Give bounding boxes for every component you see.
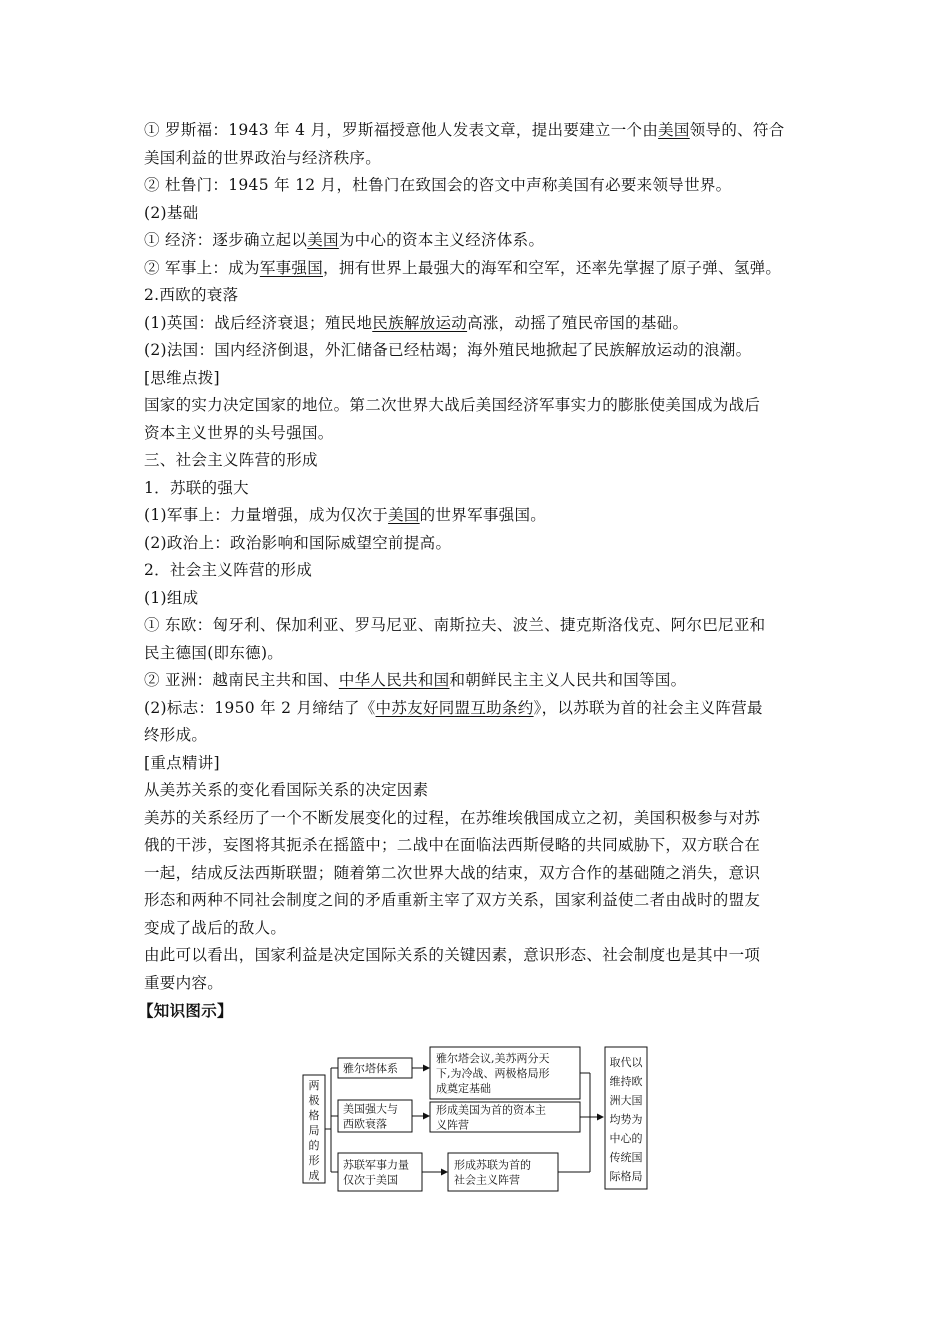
knowledge-diagram [300,1043,660,1198]
text-line [144,282,816,310]
document-body [138,117,816,1025]
diagram-root-label: 局 [308,1124,320,1137]
text-line [144,640,816,668]
text-segment: 》，以苏联为首的社会主义阵营最 [533,698,763,717]
text-segment: 高涨，动摇了殖民帝国的基础。 [467,313,689,332]
text-segment: (1)英国：战后经济衰退；殖民地 [144,313,373,332]
text-line [144,942,816,970]
diagram-result-label: 传统国 [609,1151,643,1164]
diagram-result-label: 际格局 [609,1170,643,1183]
text-segment: ② 杜鲁门：1945 年 12 月，杜鲁门在致国会的咨文中声称美国有必要来领导世界。 [144,176,732,194]
text-line [144,970,816,998]
text-line [144,612,816,640]
underlined-answer: 民族解放运动 [372,313,468,332]
diagram-cause-label: 西欧衰落 [343,1117,387,1131]
diagram-result-label: 均势为 [609,1113,643,1126]
diagram-effect-label: 义阵营 [436,1118,469,1132]
text-segment: 从美苏关系的变化看国际关系的决定因素 [144,781,429,799]
diagram-root-label: 成 [308,1169,320,1182]
diagram-effect-label: 形成苏联为首的 [454,1158,531,1172]
diagram-effect-label: 形成美国为首的资本主 [436,1103,546,1117]
text-segment: 民主德国(即东德)。 [144,643,284,662]
text-segment: 终形成。 [144,726,208,744]
text-line [144,750,816,778]
diagram-effect-label: 雅尔塔会议,美苏两分天 [436,1052,550,1065]
diagram-result-label: 中心的 [609,1132,643,1145]
diagram-result-label: 取代以 [609,1056,643,1069]
text-line [144,337,816,365]
text-line [144,200,816,228]
text-line [144,172,816,200]
text-segment: 和朝鲜民主主义人民共和国等国。 [449,671,687,689]
underlined-answer: 美国 [307,231,339,249]
text-line [144,777,816,805]
diagram-root-label: 的 [308,1139,320,1152]
text-line [144,365,816,393]
underlined-answer: 中苏友好同盟互助条约 [375,698,534,717]
text-segment: 一起，结成反法西斯联盟；随着第二次世界大战的结束，双方合作的基础随之消失，意识 [144,863,761,882]
section-heading-knowledge-diagram: 【知识图示】 [138,1001,233,1020]
text-line [144,887,816,915]
text-line [144,227,816,255]
text-segment: 重要内容。 [144,973,224,992]
text-segment: 俄的干涉，妄图将其扼杀在摇篮中；二战中在面临法西斯侵略的共同威胁下，双方联合在 [144,836,761,854]
text-segment: 的世界军事强国。 [419,506,547,524]
text-segment: ① 东欧：匈牙利、保加利亚、罗马尼亚、南斯拉夫、波兰、捷克斯洛伐克、阿尔巴尼亚和 [144,616,766,634]
text-segment: 2．社会主义阵营的形成 [144,561,313,579]
text-segment: 美苏的关系经历了一个不断发展变化的过程，在苏维埃俄国成立之初，美国积极参与对苏 [144,808,761,827]
text-segment: 为中心的资本主义经济体系。 [338,231,545,249]
diagram-cause-label: 苏联军事力量 [343,1158,409,1172]
text-line [144,585,816,613]
diagram-effect-label: 社会主义阵营 [454,1173,520,1187]
text-line [144,530,816,558]
text-segment: ② 亚洲：越南民主共和国、 [144,671,339,689]
text-segment: (2)基础 [144,203,199,222]
text-segment: 三、社会主义阵营的形成 [144,451,318,469]
text-segment: ① 经济：逐步确立起以 [144,231,308,249]
text-line [144,832,816,860]
diagram-effect-label: 下,为冷战、两极格局形 [436,1067,550,1080]
text-segment: 形态和两种不同社会制度之间的矛盾重新主宰了双方关系，国家利益使二者由战时的盟友 [144,891,761,909]
text-segment: 2.西欧的衰落 [144,286,239,304]
text-line [144,502,816,530]
diagram-effect-label: 成奠定基础 [436,1082,491,1095]
text-segment: 国家的实力决定国家的地位。第二次世界大战后美国经济军事实力的膨胀使美国成为战后 [144,396,761,414]
underlined-answer: 美国 [658,121,690,139]
diagram-result-label: 洲大国 [609,1094,643,1107]
text-line [144,722,816,750]
text-segment: (2)政治上：政治影响和国际威望空前提高。 [144,533,452,552]
diagram-cause-label: 仅次于美国 [343,1173,398,1187]
text-line [144,860,816,888]
text-line [144,557,816,585]
diagram-cause-label: 美国强大与 [343,1102,398,1116]
text-line [144,255,816,283]
text-segment: [重点精讲] [144,753,220,772]
text-line [144,117,816,145]
text-segment: 变成了战后的敌人。 [144,918,287,937]
diagram-result-label: 维持欧 [609,1075,643,1088]
text-segment: ② 军事上：成为 [144,258,260,277]
text-segment: (1)组成 [144,588,199,607]
text-segment: 1．苏联的强大 [144,478,249,497]
text-segment: (2)法国：国内经济倒退，外汇储备已经枯竭；海外殖民地掀起了民族解放运动的浪潮。 [144,341,752,359]
diagram-cause-label: 雅尔塔体系 [343,1062,398,1075]
text-segment: 由此可以看出，国家利益是决定国际关系的关键因素，意识形态、社会制度也是其中一项 [144,946,761,964]
text-line [144,915,816,943]
diagram-root-label: 两 [308,1079,320,1092]
underlined-answer: 美国 [388,506,420,524]
text-segment: 领导的、符合 [689,121,785,139]
text-line [144,392,816,420]
text-segment: (1)军事上：力量增强，成为仅次于 [144,506,389,524]
diagram-root-label: 极 [308,1094,320,1107]
text-segment: (2)标志：1950 年 2 月缔结了《 [144,698,376,717]
underlined-answer: 中华人民共和国 [338,671,450,689]
text-line [144,420,816,448]
text-line [144,805,816,833]
diagram-root-label: 格 [308,1109,320,1122]
text-segment: ① 罗斯福：1943 年 4 月，罗斯福授意他人发表文章，提出要建立一个由 [144,121,659,139]
text-line [144,447,816,475]
text-line [144,310,816,338]
text-line [144,475,816,503]
text-segment: [思维点拨] [144,368,220,387]
text-segment: ，拥有世界上最强大的海军和空军，还率先掌握了原子弹、氢弹。 [323,258,782,277]
text-lines [144,117,816,997]
underlined-answer: 军事强国 [259,258,324,277]
text-line [144,145,816,173]
text-segment: 美国利益的世界政治与经济秩序。 [144,148,382,167]
text-line [144,695,816,723]
text-segment: 资本主义世界的头号强国。 [144,423,334,442]
diagram-root-label: 形 [308,1154,320,1167]
text-line [144,667,816,695]
